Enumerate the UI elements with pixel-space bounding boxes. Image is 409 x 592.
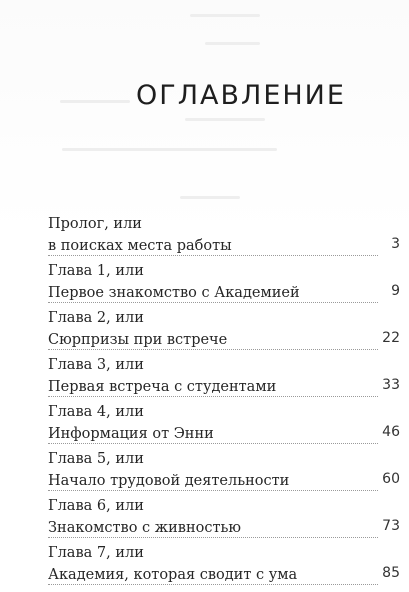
page-number: 3	[387, 236, 400, 252]
toc-entry	[48, 263, 400, 310]
chapter-title: Начало трудовой деятельности	[48, 473, 293, 489]
page-number: 60	[378, 471, 400, 487]
toc-entry	[48, 357, 400, 404]
chapter-title: Сюрпризы при встрече	[48, 332, 231, 348]
toc-entry	[48, 545, 400, 592]
chapter-title: Первая встреча с студентами	[48, 379, 280, 395]
chapter-heading: Пролог, или	[48, 216, 142, 232]
bleed-through-line	[185, 118, 265, 121]
bleed-through-line	[190, 14, 260, 17]
chapter-heading: Глава 1, или	[48, 263, 144, 279]
page-number: 85	[378, 565, 400, 581]
chapter-title: Информация от Энни	[48, 426, 218, 442]
page-number: 46	[378, 424, 400, 440]
toc-entry	[48, 216, 400, 263]
chapter-heading: Глава 3, или	[48, 357, 144, 373]
toc-entry	[48, 451, 400, 498]
page-number: 33	[378, 377, 400, 393]
table-of-contents	[48, 216, 400, 592]
chapter-heading: Глава 6, или	[48, 498, 144, 514]
bleed-through-line	[180, 196, 240, 199]
chapter-heading: Глава 4, или	[48, 404, 144, 420]
page-title: ОГЛАВЛЕНИЕ	[136, 80, 346, 111]
bleed-through-line	[60, 100, 130, 103]
chapter-title: Знакомство с живностью	[48, 520, 245, 536]
page-number: 9	[387, 283, 400, 299]
chapter-heading: Глава 2, или	[48, 310, 144, 326]
bleed-through-line	[205, 42, 260, 45]
chapter-title: Первое знакомство с Академией	[48, 285, 304, 301]
toc-entry	[48, 310, 400, 357]
toc-entry	[48, 498, 400, 545]
chapter-heading: Глава 7, или	[48, 545, 144, 561]
bleed-through-line	[62, 148, 277, 151]
page-number: 22	[378, 330, 400, 346]
chapter-title: Академия, которая сводит с ума	[48, 567, 301, 583]
toc-entry	[48, 404, 400, 451]
chapter-heading: Глава 5, или	[48, 451, 144, 467]
page-number: 73	[378, 518, 400, 534]
chapter-title: в поисках места работы	[48, 238, 236, 254]
